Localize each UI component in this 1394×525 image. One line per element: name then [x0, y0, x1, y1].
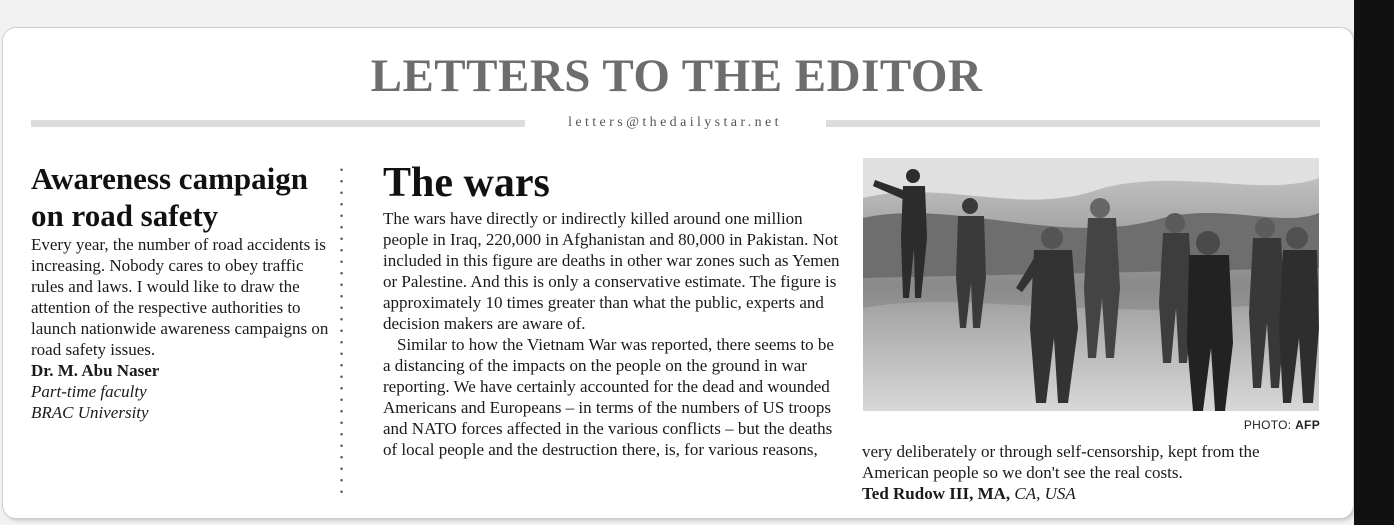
letter-the-wars-continued [862, 441, 1322, 504]
author-affiliation: BRAC University [31, 403, 149, 422]
section-title: LETTERS TO THE EDITOR [370, 50, 983, 102]
letter-paragraph-1: The wars have directly or indirectly killed around one million people in Iraq, 220,000 in Afghanistan and 80,000 in Pakistan. Not included in this figure are deaths in other war zones such as Yemen or Palestine. And this is only a conservative estimate. The figure is approximately 10 times greater than what the public, experts and decision makers are aware of. [383, 209, 840, 333]
rule-left [31, 120, 525, 127]
author-name: Dr. M. Abu Naser [31, 361, 160, 380]
letter-headline: Awareness campaign on road safety [31, 161, 308, 233]
letter-body: Every year, the number of road accidents is increasing. Nobody cares to obey traffic rules and laws. I would like to draw the attention of the respective authorities to launch nationwide awareness campaigns on road safety issues. [31, 235, 329, 359]
window-edge [1354, 0, 1394, 525]
author-signature [862, 483, 1322, 504]
letter-road-safety [31, 160, 331, 423]
column-divider [340, 164, 343, 494]
photo-illustration [863, 158, 1319, 411]
author-location: CA, USA [1014, 484, 1076, 503]
soldiers-photo [863, 158, 1319, 411]
author-name: Ted Rudow III, MA, [862, 484, 1011, 503]
photo-credit: PHOTO: AFP [1243, 418, 1320, 432]
author-title: Part-time faculty [31, 382, 147, 401]
letter-the-wars [383, 160, 841, 460]
contact-email: letters@thedailystar.net [568, 115, 782, 130]
letter-paragraph-3: very deliberately or through self-censorship, kept from the American people so we don't see the real costs. [862, 442, 1260, 482]
letter-headline: The wars [383, 160, 550, 206]
letter-paragraph-2: Similar to how the Vietnam War was reported, there seems to be a distancing of the impacts on the people on the ground in war reporting. We have certainly accounted for the dead and wounded Americans and Europeans – in terms of the numbers of US troops and NATO forces affected in the various conflicts – but the deaths of local people and the destruction there, is, for various reasons, [383, 335, 834, 459]
rule-right [826, 120, 1320, 127]
